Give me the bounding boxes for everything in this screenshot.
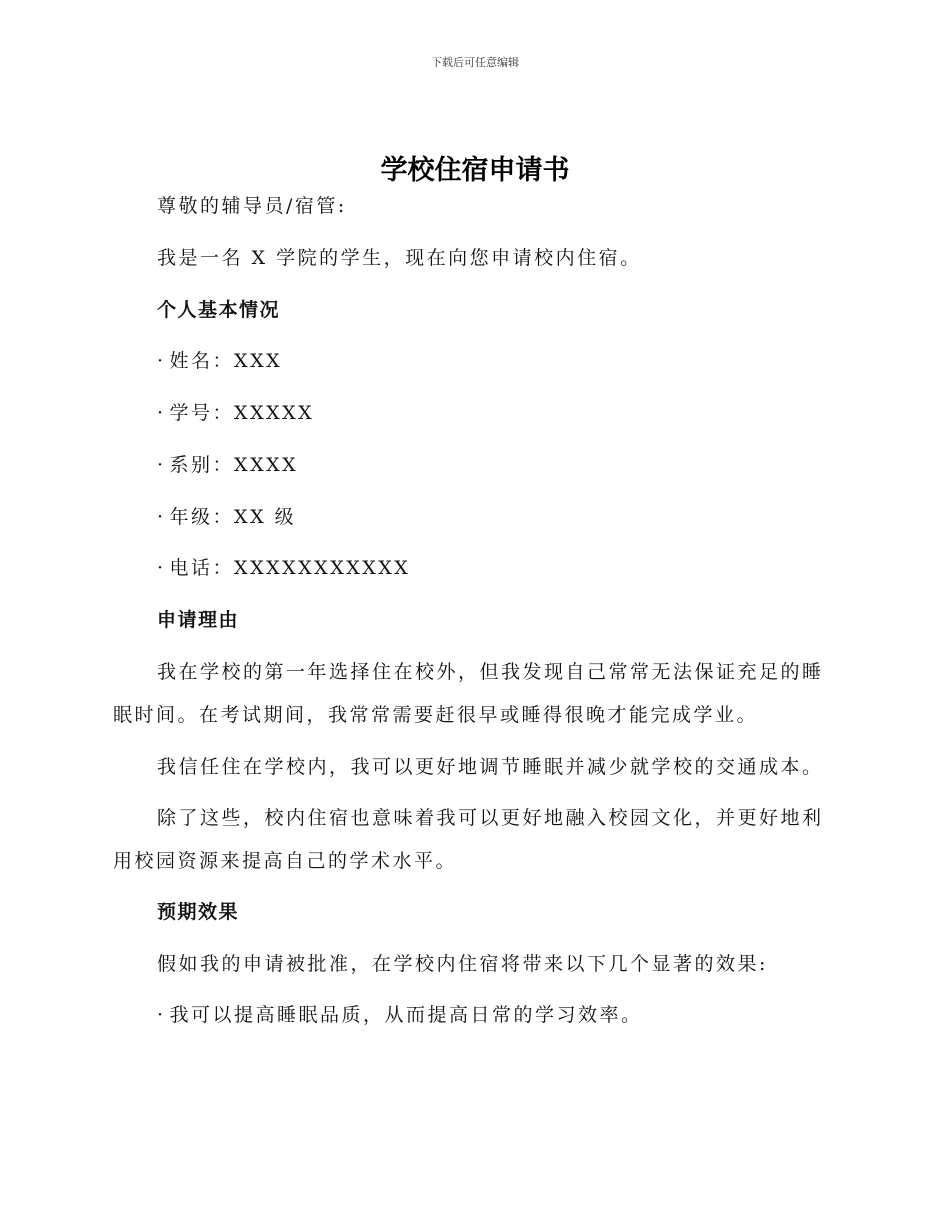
section-heading-effects: 预期效果	[157, 901, 240, 923]
personal-info-text: 姓名：XXX	[169, 350, 283, 372]
personal-info-text: 学号：XXXXX	[169, 402, 315, 424]
personal-info-item-phone	[157, 556, 410, 580]
bullet-icon: ·	[157, 350, 166, 372]
bullet-icon: ·	[157, 454, 166, 476]
reason-paragraph-1-line-1: 我在学校的第一年选择住在校外，但我发现自己常常无法保证充足的睡	[157, 661, 824, 683]
effects-item-text: 我可以提高睡眠品质，从而提高日常的学习效率。	[169, 1004, 643, 1026]
reason-paragraph-3-line-1: 除了这些，校内住宿也意味着我可以更好地融入校园文化，并更好地利	[157, 807, 824, 829]
personal-info-item-name	[157, 349, 282, 373]
salutation: 尊敬的辅导员/宿管:	[157, 195, 347, 217]
personal-info-text: 系别：XXXX	[169, 454, 299, 476]
bullet-icon: ·	[157, 506, 166, 528]
effects-item	[157, 1003, 643, 1027]
personal-info-text: 电话：XXXXXXXXXXX	[169, 557, 411, 579]
reason-paragraph-3-line-2: 用校园资源来提高自己的学术水平。	[113, 850, 458, 872]
intro-paragraph: 我是一名 X 学院的学生，现在向您申请校内住宿。	[157, 247, 642, 269]
page-header-note: 下载后可任意编辑	[431, 56, 519, 69]
personal-info-item-department	[157, 453, 298, 477]
document-title: 学校住宿申请书	[380, 155, 570, 186]
personal-info-item-grade	[157, 505, 296, 529]
bullet-icon: ·	[157, 402, 166, 424]
personal-info-text: 年级：XX 级	[169, 506, 297, 528]
personal-info-item-student-id	[157, 401, 314, 425]
bullet-icon: ·	[157, 557, 166, 579]
bullet-icon: ·	[157, 1004, 166, 1026]
section-heading-reasons: 申请理由	[157, 609, 240, 631]
reason-paragraph-1-line-2: 眠时间。在考试期间，我常常需要赶很早或睡得很晚才能完成学业。	[113, 704, 759, 726]
effects-intro: 假如我的申请被批准，在学校内住宿将带来以下几个显著的效果:	[157, 953, 768, 975]
reason-paragraph-2: 我信任住在学校内，我可以更好地调节睡眠并减少就学校的交通成本。	[157, 756, 824, 778]
section-heading-personal-info: 个人基本情况	[157, 299, 281, 321]
